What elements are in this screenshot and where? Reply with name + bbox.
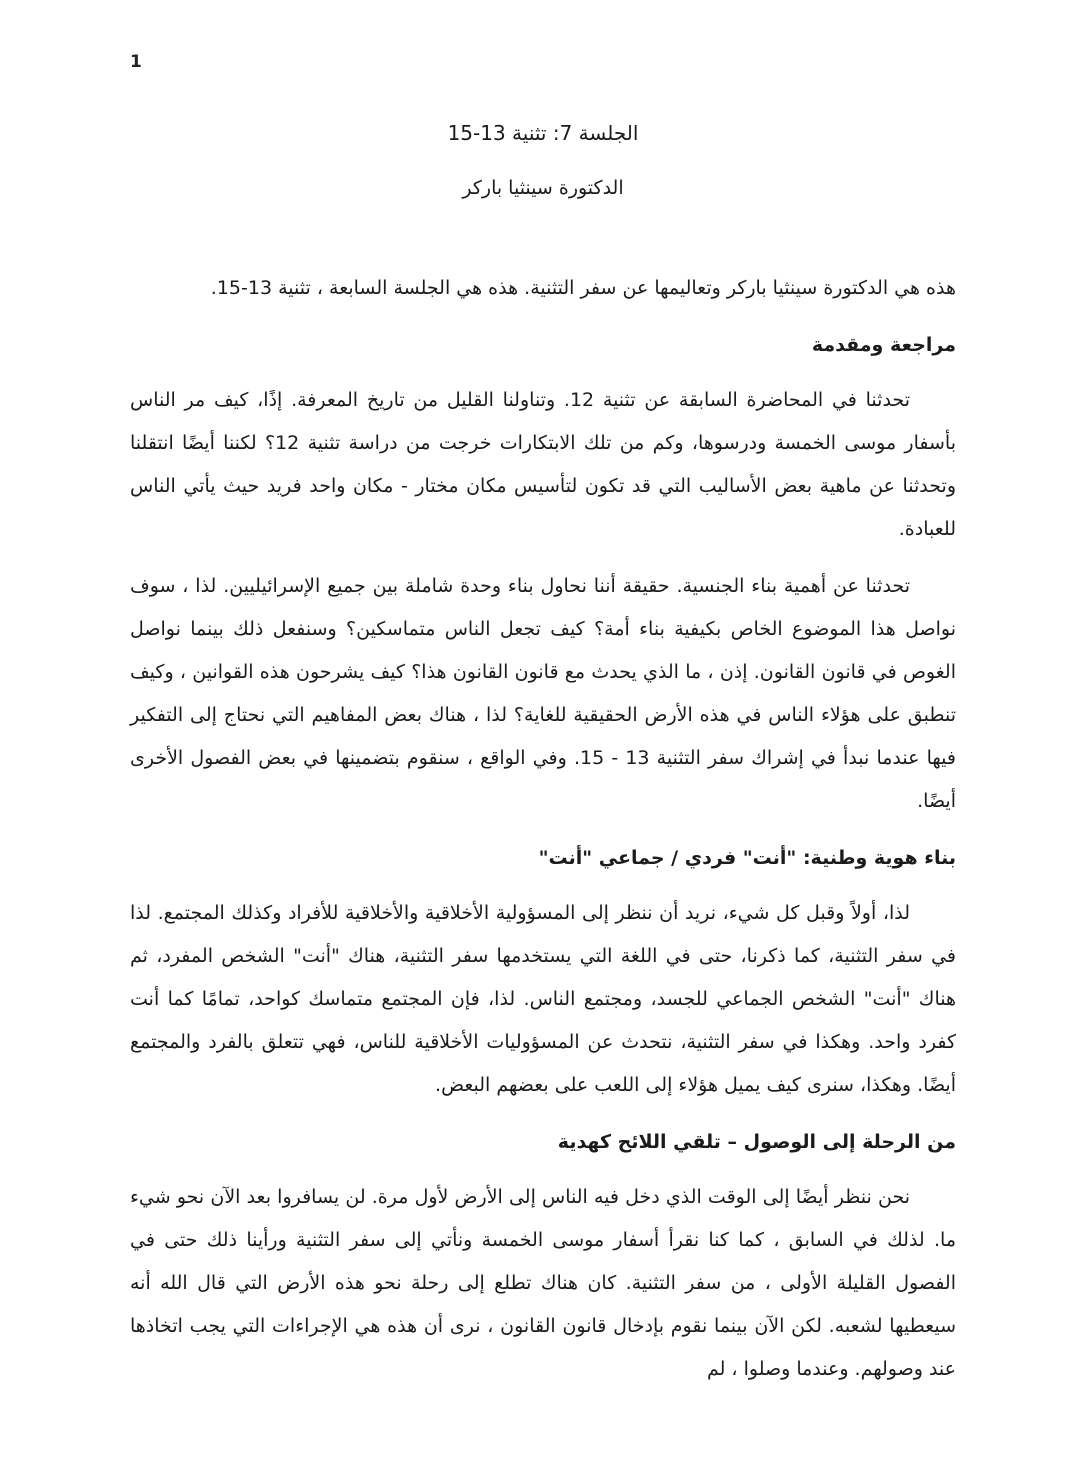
document-title: الجلسة 7: تثنية 13-15	[447, 121, 639, 145]
body-paragraph: نحن ننظر أيضًا إلى الوقت الذي دخل فيه الناس إلى الأرض لأول مرة. لن يسافروا بعد الآن نحو شيء ما. لذلك في السابق ، كما كنا نقرأ أسفار موسى الخمسة ونأتي إلى سفر التثنية ورأينا ذلك حتى في الفصول القليلة الأولى ، من سفر التثنية. كان هناك تطلع إلى رحلة نحو هذه الأرض التي قال الله أنه سيعطيها لشعبه. لكن الآن بينما نقوم بإدخال قانون القانون ، نرى أن هذه هي الإجراءات التي يجب اتخاذها عند وصولهم. وعندما وصلوا ، لم	[130, 1185, 956, 1380]
section-heading-review-intro: مراجعة ومقدمة	[811, 333, 956, 356]
body-paragraph: تحدثنا عن أهمية بناء الجنسية. حقيقة أننا نحاول بناء وحدة شاملة بين جميع الإسرائيليين. لذا ، سوف نواصل هذا الموضوع الخاص بكيفية بناء أمة؟ كيف تجعل الناس متماسكين؟ وسنفعل ذلك بينما نواصل الغوص في قانون القانون. إذن ، ما الذي يحدث مع قانون القانون هذا؟ كيف يشرحون هذه القوانين ، وكيف تنطبق على هؤلاء الناس في هذه الأرض الحقيقية للغاية؟ لذا ، هناك بعض المفاهيم التي نحتاج إلى التفكير فيها عندما نبدأ في إشراك سفر التثنية 13 - 15. وفي الواقع ، سنقوم بتضمينها في بعض الفصول الأخرى أيضًا.	[130, 574, 956, 812]
document-author: الدكتورة سينثيا باركر	[462, 177, 624, 199]
body-paragraph: تحدثنا في المحاضرة السابقة عن تثنية 12. وتناولنا القليل من تاريخ المعرفة. إذًا، كيف مر الناس بأسفار موسى الخمسة ودرسوها، وكم من تلك الابتكارات خرجت من دراسة تثنية 12؟ لكننا أيضًا انتقلنا وتحدثنا عن ماهية بعض الأساليب التي قد تكون لتأسيس مكان مختار - مكان واحد فريد حيث يأتي الناس للعبادة.	[130, 388, 956, 540]
section-heading-national-identity: بناء هوية وطنية: "أنت" فردي / جماعي "أنت"	[538, 846, 956, 869]
document-body	[130, 267, 956, 1391]
section-heading-journey-arrival: من الرحلة إلى الوصول – تلقي اللائح كهدية	[557, 1130, 956, 1153]
page-number: 1	[130, 52, 142, 72]
body-paragraph: لذا، أولاً وقبل كل شيء، نريد أن ننظر إلى المسؤولية الأخلاقية والأخلاقية للأفراد وكذلك المجتمع. لذا في سفر التثنية، كما ذكرنا، حتى في اللغة التي يستخدمها سفر التثنية، هناك "أنت" الشخص المفرد، ثم هناك "أنت" الشخص الجماعي للجسد، ومجتمع الناس. لذا، فإن المجتمع متماسك كواحد، تمامًا كما أنت كفرد واحد. وهكذا في سفر التثنية، نتحدث عن المسؤوليات الأخلاقية للناس، فهي تتعلق بالفرد والمجتمع أيضًا. وهكذا، سنرى كيف يميل هؤلاء إلى اللعب على بعضهم البعض.	[130, 901, 956, 1096]
intro-paragraph: هذه هي الدكتورة سينثيا باركر وتعاليمها عن سفر التثنية. هذه هي الجلسة السابعة ، تثنية 13-15.	[210, 276, 956, 299]
